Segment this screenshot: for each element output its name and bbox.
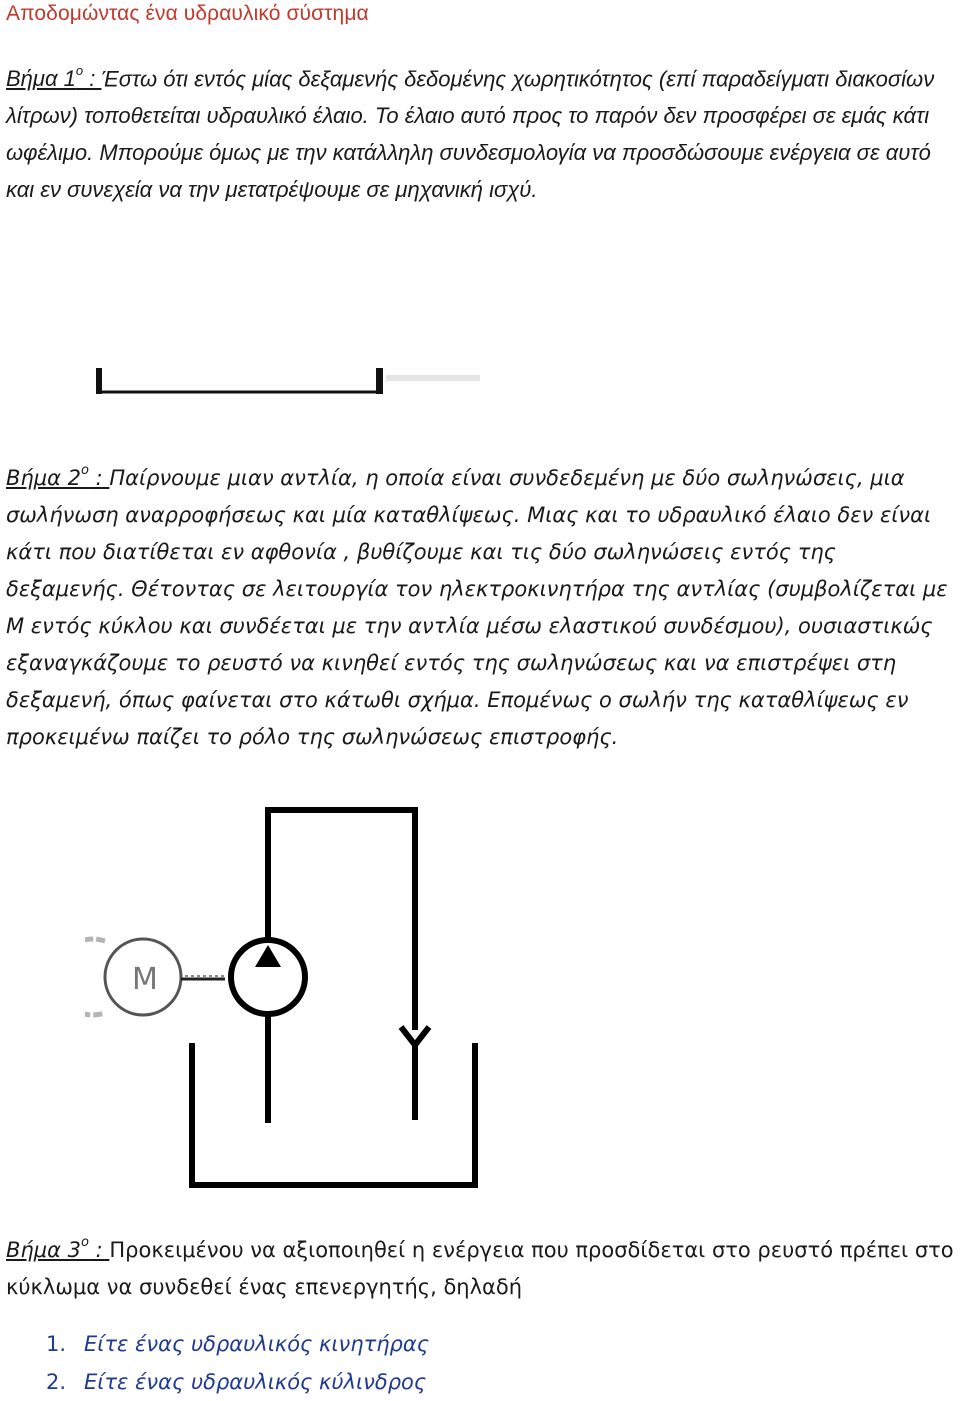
step3-label: Βήμα $3^o$ : xyxy=(6,1235,110,1262)
step1-label: Βήμα $1^o$ : xyxy=(6,63,102,92)
motor-symbol xyxy=(85,939,181,1015)
motor-label: M xyxy=(132,962,158,997)
list-item: 2. Είτε ένας υδραυλικός κύλινδρος xyxy=(46,1370,427,1394)
tank-right-wall xyxy=(376,368,383,394)
tank-top-figure xyxy=(90,360,490,400)
step2-paragraph xyxy=(6,455,956,756)
page-title: Αποδομώντας ένα υδραυλικό σύστημα xyxy=(6,2,369,25)
elastic-coupling xyxy=(181,976,225,979)
list-item: 1. Είτε ένας υδραυλικός κινητήρας xyxy=(46,1332,430,1356)
step3-paragraph xyxy=(6,1227,956,1306)
pump-symbol xyxy=(231,940,305,1014)
tank-left-wall xyxy=(96,368,102,394)
step2-label: Βήμα $2^o$ : xyxy=(6,463,110,490)
step2-text: Παίρνουμε μιαν αντλία, η οποία είναι συνδεδεμένη με δύο σωληνώσεις, μια σωλήνωση αναρροφήσεως και μία καταθλίψεως. Μιας και το υδραυλικό έλαιο δεν είναι κάτι που διατίθεται εν αφθονία , βυθίζουμε και τις δύο σωληνώσεις εντός της δεξαμενής. Θέτοντας σε λειτουργία τον ηλεκτροκινητήρα της αντλίας (συμβολίζεται με Μ εντός κύκλου και συνδέεται με την αντλία μέσω ελαστικού συνδέσμου), ουσιαστικώς εξαναγκάζουμε το ρευστό να κινηθεί εντός της σωληνώσεως και να επιστρέψει στη δεξαμενή, όπως φαίνεται στο κάτωθι σχήμα. Επομένως ο σωλήν της καταθλίψεως εν προκειμένω παίζει το ρόλο της σωληνώσεως επιστροφής. xyxy=(6,466,948,749)
hydraulic-circuit-diagram xyxy=(85,805,485,1195)
actuator-list xyxy=(46,1325,429,1401)
pressure-return-line xyxy=(268,810,429,1120)
step3-text: Προκειμένου να αξιοποιηθεί η ενέργεια που προσδίδεται στο ρευστό πρέπει στο κύκλωμα να συνδεθεί ένας επενεργητής, δηλαδή xyxy=(6,1238,954,1299)
tank-outline xyxy=(192,1043,475,1185)
step1-paragraph xyxy=(6,55,956,208)
step1-text: Έστω ότι εντός μίας δεξαμενής δεδομένης χωρητικότητος (επί παραδείγματι διακοσίων λίτρων) τοποθετείται υδραυλικό έλαιο. Το έλαιο αυτό προς το παρόν δεν προσφέρει σε εμάς κάτι ωφέλιμο. Μπορούμε όμως με την κατάλληλη συνδεσμολογία να προσδώσουμε ενέργεια σε αυτό και εν συνεχεία να την μετατρέψουμε σε μηχανική ισχύ. xyxy=(6,66,935,203)
pump-direction-arrow xyxy=(255,945,281,967)
